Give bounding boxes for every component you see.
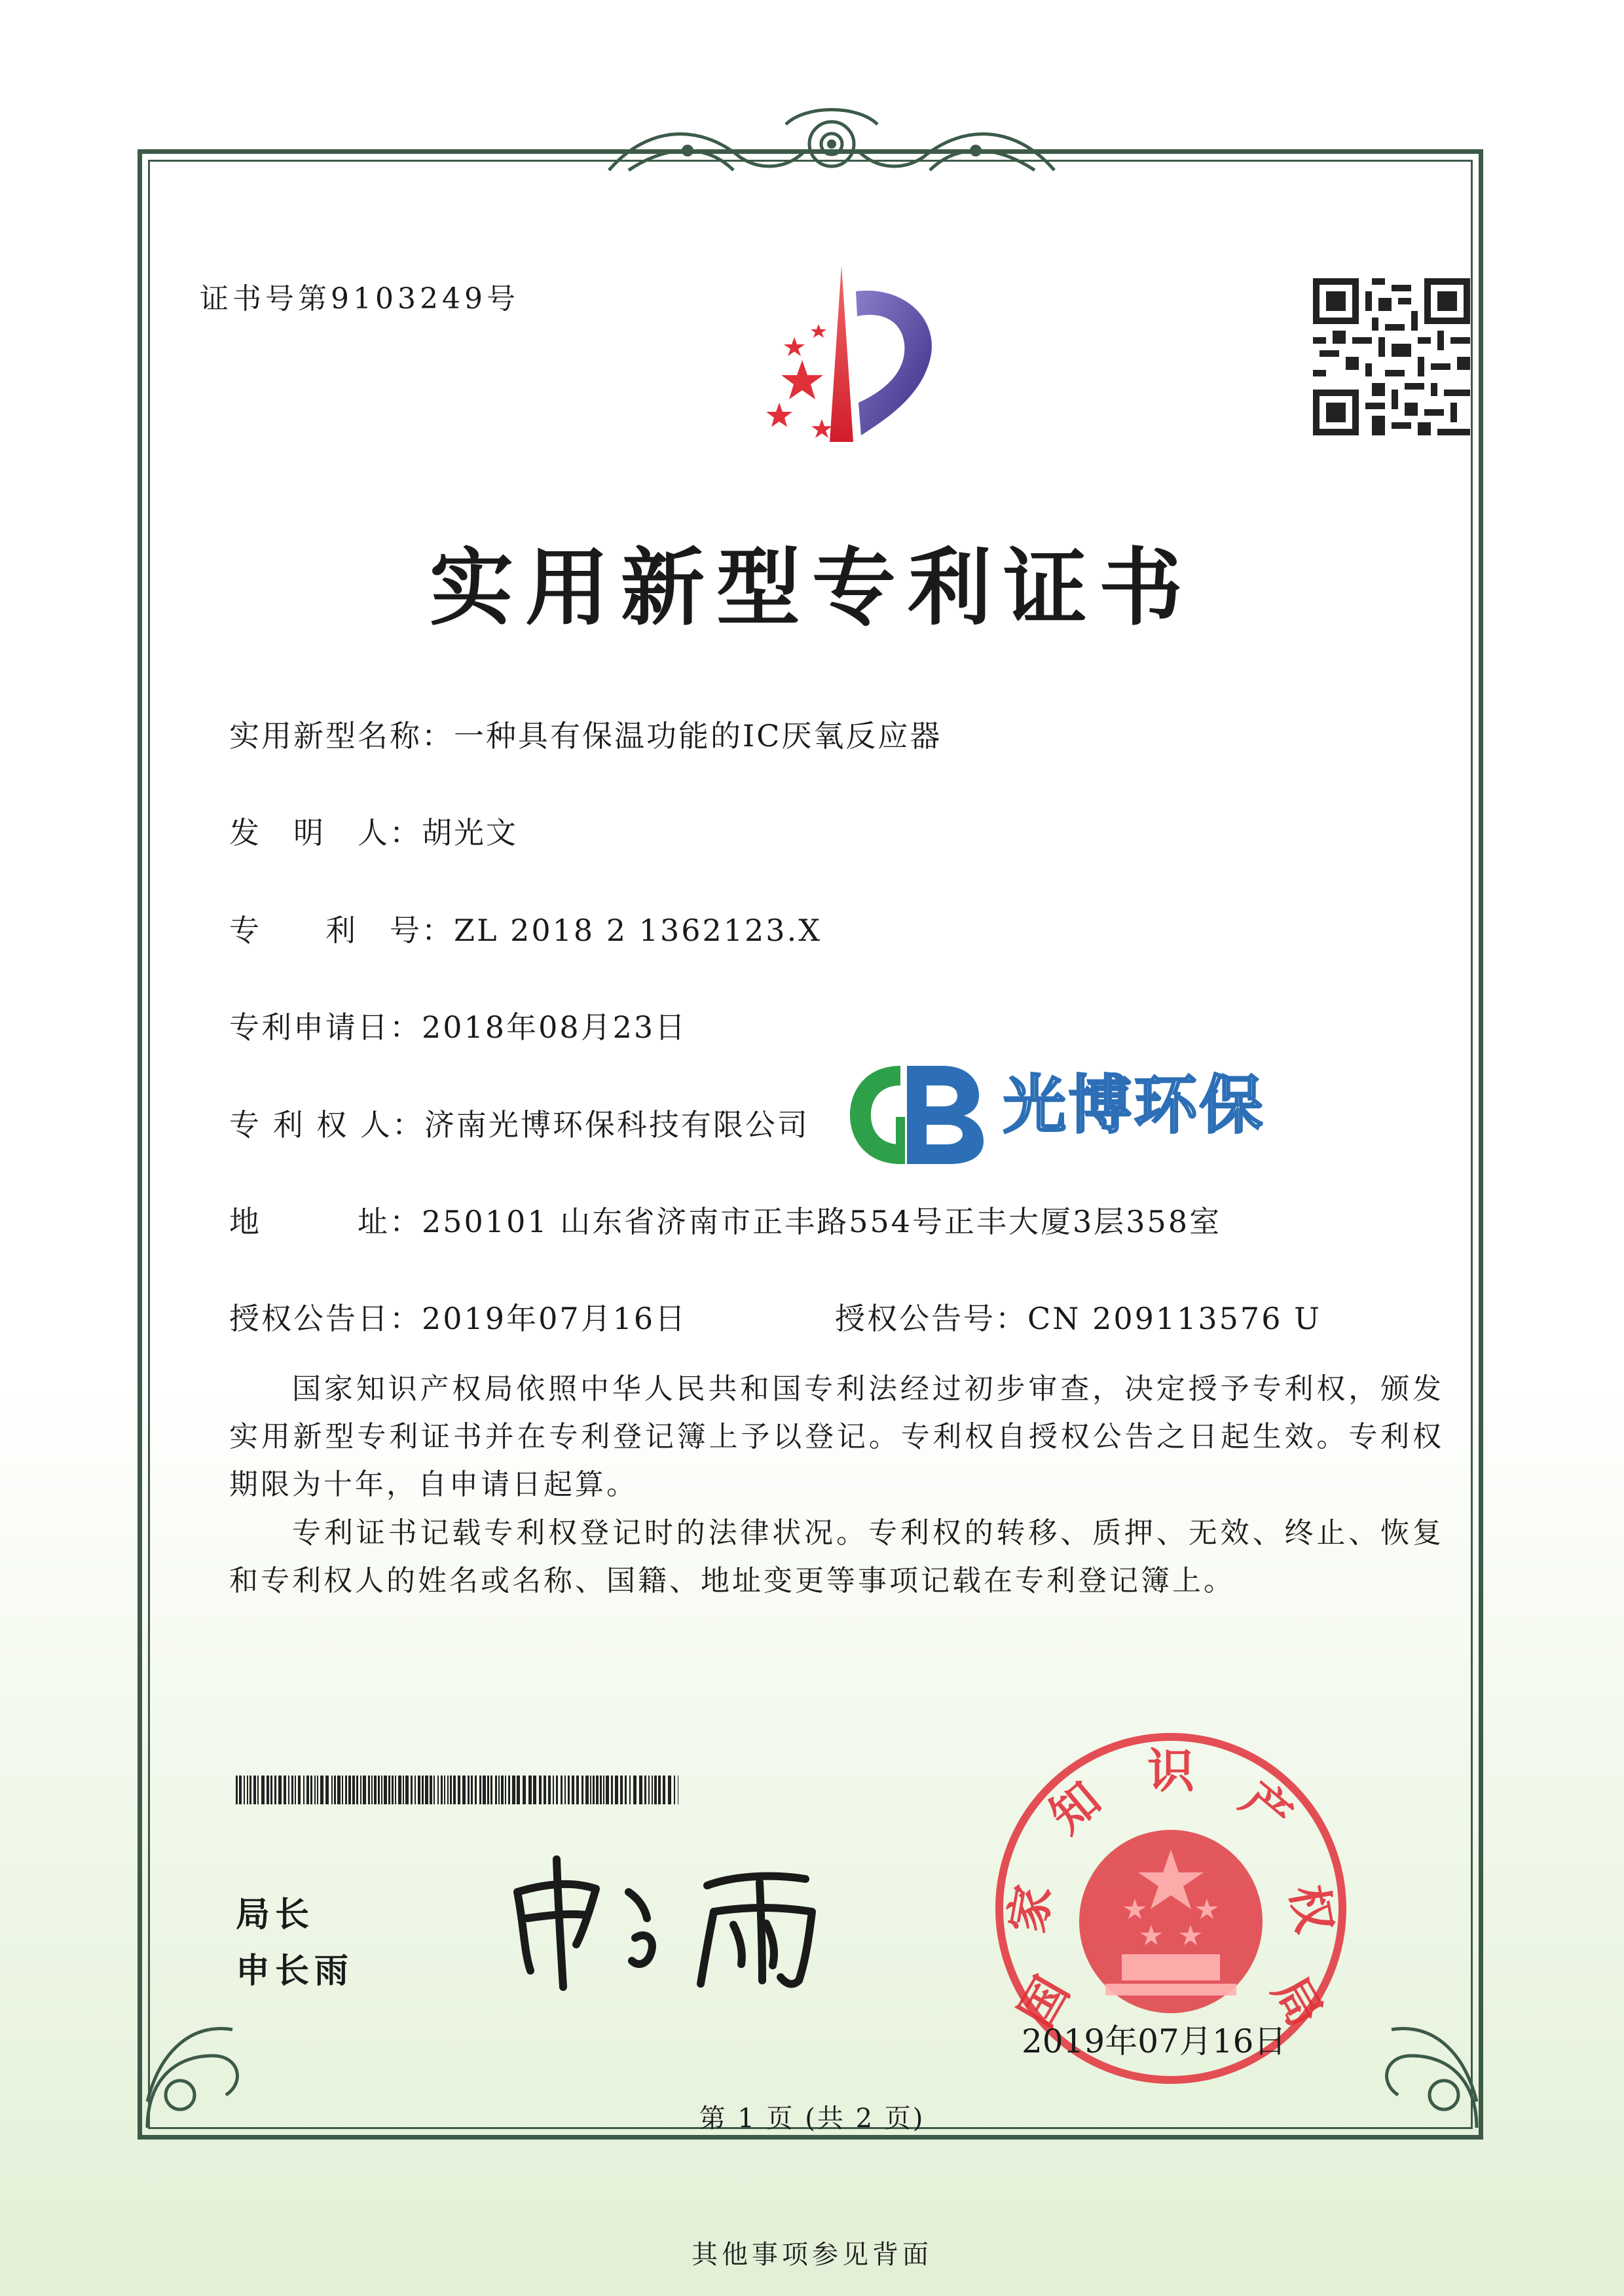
barcode-bar <box>395 1776 396 1804</box>
barcode-bar <box>658 1776 661 1804</box>
barcode-bar <box>345 1776 347 1804</box>
barcode-bar <box>411 1776 413 1804</box>
barcode-bar <box>568 1776 570 1804</box>
barcode-bar <box>508 1776 510 1804</box>
barcode-bar <box>523 1776 526 1804</box>
barcode-bar <box>314 1776 316 1804</box>
barcode-bar <box>556 1776 558 1804</box>
barcode-bar <box>593 1776 595 1804</box>
barcode-bar <box>539 1776 542 1804</box>
seal-char: 权 <box>1280 1880 1343 1937</box>
seal-char: 知 <box>1039 1771 1111 1844</box>
barcode-bar <box>384 1776 387 1804</box>
barcode-bar <box>674 1776 675 1804</box>
barcode-bar <box>415 1776 416 1804</box>
barcode-bar <box>368 1776 370 1804</box>
barcode-bar <box>475 1776 477 1804</box>
barcode-bar <box>663 1776 665 1804</box>
seal-char: 家 <box>999 1880 1061 1937</box>
seal-date: 2019年07月16日 <box>1022 2022 1287 2060</box>
field-label: 实用新型名称： <box>229 718 454 754</box>
barcode-bar <box>654 1776 657 1804</box>
barcode-bar <box>267 1776 269 1804</box>
director-title: 局长 <box>236 1895 315 1935</box>
field-inventor <box>229 809 518 852</box>
barcode-bar <box>310 1776 312 1804</box>
cnipa-emblem-icon <box>710 259 959 455</box>
field-label: 授权公告日： <box>229 1301 422 1336</box>
field-address <box>229 1198 1221 1241</box>
barcode-bar <box>261 1776 265 1804</box>
seal-char: 识 <box>1147 1743 1195 1798</box>
barcode-bar <box>239 1776 242 1804</box>
ornament-icon <box>589 98 1074 190</box>
barcode-bar <box>576 1776 579 1804</box>
barcode-bar <box>356 1776 358 1804</box>
barcode-bar <box>437 1776 439 1804</box>
seal-char: 局 <box>1262 1967 1334 2036</box>
barcode-bar <box>548 1776 551 1804</box>
barcode-bar <box>403 1776 404 1804</box>
barcode-bar <box>405 1776 409 1804</box>
barcode-bar <box>668 1776 671 1804</box>
barcode-bar <box>441 1776 443 1804</box>
qr-code-icon <box>1313 278 1470 435</box>
barcode-bar <box>288 1776 289 1804</box>
barcode-bar <box>611 1776 613 1804</box>
barcode-bar <box>295 1776 296 1804</box>
barcode-bar <box>505 1776 506 1804</box>
barcode-bar <box>590 1776 591 1804</box>
barcode-bar <box>270 1776 272 1804</box>
barcode-bar <box>572 1776 574 1804</box>
barcode-bar <box>247 1776 248 1804</box>
barcode-bar <box>388 1776 390 1804</box>
barcode-bar <box>447 1776 449 1804</box>
barcode-bar <box>236 1776 238 1804</box>
barcode-bar <box>249 1776 251 1804</box>
statement-paragraph-1: 国家知识产权局依照中华人民共和国专利法经过初步审查，决定授予专利权，颁发实用新型专利证书并在专利登记簿上予以登记。专利权自授权公告之日起生效。专利权期限为十年，自申请日起算。 <box>229 1372 1444 1501</box>
guangbo-logo-text: 光博环保 <box>1003 1068 1265 1142</box>
barcode-bar <box>303 1776 304 1804</box>
field-grant-date <box>229 1295 687 1338</box>
barcode-bar <box>490 1776 492 1804</box>
barcode-bar <box>342 1776 343 1804</box>
barcode-bar <box>244 1776 245 1804</box>
barcode-bar <box>615 1776 618 1804</box>
barcode-bar <box>450 1776 452 1804</box>
barcode-bar <box>512 1776 515 1804</box>
barcode-bar <box>581 1776 583 1804</box>
barcode-bar <box>495 1776 497 1804</box>
director-name: 申长雨 <box>236 1952 354 1991</box>
barcode-bar <box>487 1776 489 1804</box>
field-label: 专利申请日： <box>229 1010 422 1045</box>
barcode-bar <box>453 1776 456 1804</box>
barcode-bar <box>468 1776 470 1804</box>
field-value: 一种具有保温功能的IC厌氧反应器 <box>454 718 942 754</box>
field-label: 专 利 权 人： <box>229 1107 424 1142</box>
barcode-bar <box>306 1776 309 1804</box>
barcode-bar <box>363 1776 366 1804</box>
barcode-bar <box>352 1776 355 1804</box>
barcode-bar <box>498 1776 500 1804</box>
barcode-bar <box>434 1776 435 1804</box>
barcode-bar <box>625 1776 627 1804</box>
barcode-bar <box>398 1776 401 1804</box>
barcode-bar <box>479 1776 481 1804</box>
barcode-bar <box>596 1776 599 1804</box>
barcode-bar <box>425 1776 428 1804</box>
barcode-bar <box>639 1776 642 1804</box>
barcode-bar <box>471 1776 473 1804</box>
barcode-bar <box>298 1776 301 1804</box>
field-grant-number <box>835 1295 1321 1338</box>
barcode-bar <box>348 1776 351 1804</box>
footer-note: 其他事项参见背面 <box>692 2240 932 2270</box>
barcode-bar <box>483 1776 486 1804</box>
barcode-bar <box>320 1776 323 1804</box>
barcode-bar <box>501 1776 504 1804</box>
field-value: ZL 2018 2 1362123.X <box>454 913 822 948</box>
certificate-number: 证书号第9103249号 <box>200 282 519 316</box>
barcode-bar <box>381 1776 382 1804</box>
certificate-title: 实用新型专利证书 <box>429 539 1194 637</box>
barcode-bar <box>458 1776 460 1804</box>
field-value: 胡光文 <box>422 815 518 850</box>
barcode-bar <box>544 1776 546 1804</box>
barcode-bar <box>422 1776 424 1804</box>
field-value: 250101 山东省济南市正丰路554号正丰大厦3层358室 <box>422 1204 1222 1239</box>
barcode-bar <box>629 1776 631 1804</box>
barcode-bar <box>374 1776 377 1804</box>
field-patent-number <box>229 907 822 950</box>
barcode-bar <box>561 1776 563 1804</box>
field-value: 2018年08月23日 <box>422 1010 688 1045</box>
barcode-bar <box>606 1776 609 1804</box>
field-value: 济南光博环保科技有限公司 <box>424 1107 809 1142</box>
barcode-bar <box>603 1776 604 1804</box>
signature <box>498 1846 851 1997</box>
field-value: CN 209113576 U <box>1027 1301 1321 1336</box>
field-label: 地 址： <box>229 1204 422 1239</box>
barcode-bar <box>564 1776 566 1804</box>
barcode-bar <box>517 1776 520 1804</box>
barcode-bar <box>585 1776 589 1804</box>
barcode-bar <box>360 1776 361 1804</box>
page-indicator: 第 1 页 (共 2 页) <box>699 2104 925 2134</box>
barcode-bar <box>648 1776 650 1804</box>
barcode-bar <box>600 1776 602 1804</box>
barcode-bar <box>274 1776 276 1804</box>
barcode-bar <box>430 1776 432 1804</box>
barcode-bar <box>553 1776 554 1804</box>
field-label: 专 利 号： <box>229 913 454 948</box>
barcode-bar <box>620 1776 623 1804</box>
statement-paragraph-2: 专利证书记载专利权登记时的法律状况。专利权的转移、质押、无效、终止、恢复和专利权人的姓名或名称、国籍、地址变更等事项记载在专利登记簿上。 <box>229 1516 1444 1597</box>
field-label: 发 明 人： <box>229 815 422 850</box>
barcode-bar <box>325 1776 329 1804</box>
barcode-bar <box>253 1776 256 1804</box>
barcode-bar <box>317 1776 318 1804</box>
barcode-bar <box>644 1776 646 1804</box>
field-patentee <box>229 1101 809 1144</box>
guangbo-logo-icon <box>845 1059 995 1171</box>
barcode-icon <box>236 1776 681 1804</box>
seal-char: 国 <box>1008 1967 1080 2036</box>
barcode-bar <box>392 1776 394 1804</box>
barcode-bar <box>371 1776 373 1804</box>
field-utility-model-name <box>229 712 942 756</box>
barcode-bar <box>284 1776 286 1804</box>
barcode-bar <box>334 1776 336 1804</box>
barcode-bar <box>462 1776 466 1804</box>
barcode-bar <box>278 1776 282 1804</box>
barcode-bar <box>337 1776 341 1804</box>
field-value: 2019年07月16日 <box>422 1301 688 1336</box>
field-filing-date <box>229 1004 687 1047</box>
barcode-bar <box>652 1776 653 1804</box>
seal-char: 产 <box>1230 1771 1302 1844</box>
barcode-bar <box>331 1776 333 1804</box>
barcode-bar <box>291 1776 293 1804</box>
barcode-bar <box>528 1776 532 1804</box>
barcode-bar <box>418 1776 420 1804</box>
barcode-bar <box>633 1776 637 1804</box>
barcode-bar <box>378 1776 380 1804</box>
barcode-bar <box>257 1776 259 1804</box>
barcode-bar <box>533 1776 536 1804</box>
barcode-bar <box>444 1776 445 1804</box>
field-label: 授权公告号： <box>835 1301 1027 1336</box>
